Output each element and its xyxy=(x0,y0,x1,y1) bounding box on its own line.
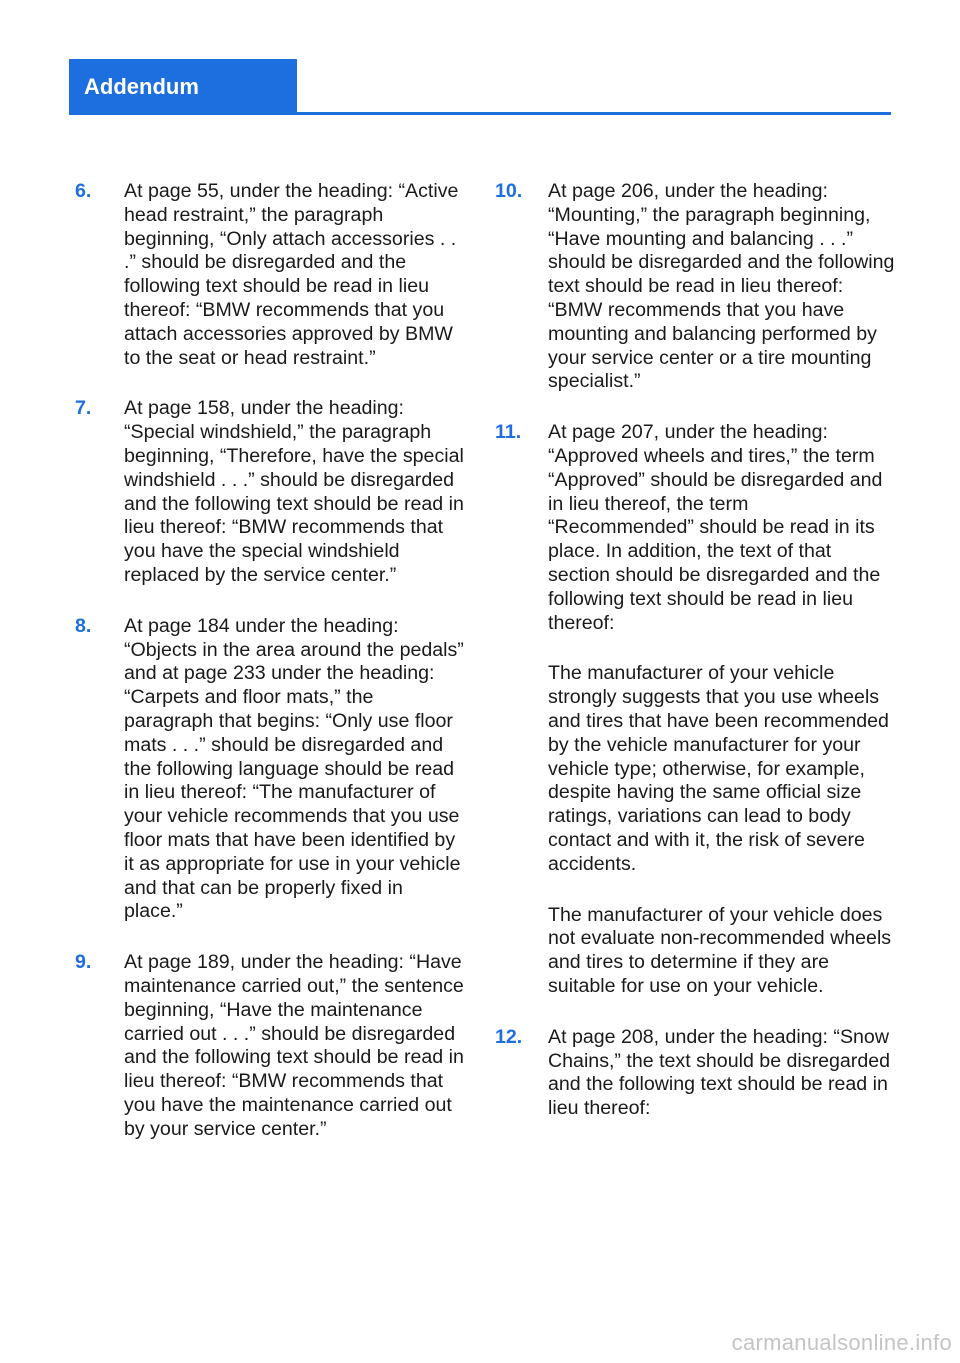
item-body xyxy=(124,180,465,370)
item-paragraph: At page 184 under the heading: “Objects in the area around the pedals” and at page 233 under the heading: “Carpets and floor mats,” the paragraph that begins: “Only use floor mats . . .” should be disregarded and the following language should be read in lieu thereof: “The manufacturer of your vehicle recommends that you use floor mats that have been identified by it as appropriate for use in your vehicle and that can be properly fixed in place.” xyxy=(124,614,464,923)
item-body xyxy=(548,421,895,999)
item-number: 11. xyxy=(495,421,522,444)
item-body xyxy=(124,951,465,1141)
item-paragraph: At page 207, under the heading: “Approved wheels and tires,” the term “Approved” should be disregarded and in lieu thereof, the term “Recommended” should be read in its place. In addition, the text of that section should be disregarded and the following text should be read in lieu thereof: xyxy=(548,421,883,634)
item-number: 12. xyxy=(495,1025,523,1048)
item-paragraph: The manufacturer of your vehicle strongly suggests that you use wheels and tires that have been recommended by the vehicle manufacturer for your vehicle type; otherwise, for example, despite having the same official size ratings, variations can lead to body contact and with it, the risk of severe accidents. xyxy=(548,662,889,875)
item-body xyxy=(548,180,895,394)
item-paragraph: At page 55, under the heading: “Active head restraint,” the paragraph beginning, “Only attach accessories . . .” should be disregarded and the following text should be read in lieu thereof: “BMW recommends that you attach accessories approved by BMW to the seat or head restraint.” xyxy=(124,180,459,369)
addendum-item xyxy=(495,421,895,999)
item-paragraph: At page 158, under the heading: “Special windshield,” the paragraph beginning, “Therefore, have the special windshield . . .” should be disregarded and the following text should be read in lieu thereof: “BMW recommends that you have the special windshield replaced by the service center.” xyxy=(124,397,464,586)
left-column xyxy=(75,180,465,1141)
item-number: 8. xyxy=(75,614,92,637)
item-paragraph: The manufacturer of your vehicle does not evaluate non-recommended wheels and tires to determine if they are suitable for use on your vehicle. xyxy=(548,903,892,997)
addendum-item xyxy=(75,615,465,924)
section-title: Addendum xyxy=(84,74,199,99)
header-divider xyxy=(69,112,891,115)
addendum-item xyxy=(495,1026,895,1121)
item-number: 10. xyxy=(495,180,523,202)
item-paragraph: At page 189, under the heading: “Have maintenance carried out,” the sentence beginning, “Have the maintenance carried out . . .” should be disregarded and the following text should be read in lieu thereof: “BMW recommends that you have the maintenance carried out by your service center.” xyxy=(124,951,464,1140)
item-paragraph: At page 208, under the heading: “Snow Chains,” the text should be disregarded and the following text should be read in lieu thereof: xyxy=(548,1025,891,1120)
item-number: 7. xyxy=(75,397,92,420)
item-number: 9. xyxy=(75,951,92,974)
item-body xyxy=(124,615,465,924)
item-body xyxy=(124,397,465,587)
watermark: carmanualsonline.info xyxy=(731,1330,952,1355)
section-header-tab xyxy=(69,59,297,114)
addendum-item xyxy=(495,180,895,394)
item-body xyxy=(548,1026,895,1121)
item-paragraph: At page 206, under the heading: “Mounting,” the paragraph beginning, “Have mounting and balancing . . .” should be disregarded and the following text should be read in lieu thereof: “BMW recommends that you have mounting and balancing performed by your service center or a tire mounting specialist.” xyxy=(548,180,895,393)
addendum-item xyxy=(75,397,465,587)
addendum-item xyxy=(75,951,465,1141)
addendum-item xyxy=(75,180,465,370)
right-column xyxy=(495,180,895,1121)
item-number: 6. xyxy=(75,180,92,202)
